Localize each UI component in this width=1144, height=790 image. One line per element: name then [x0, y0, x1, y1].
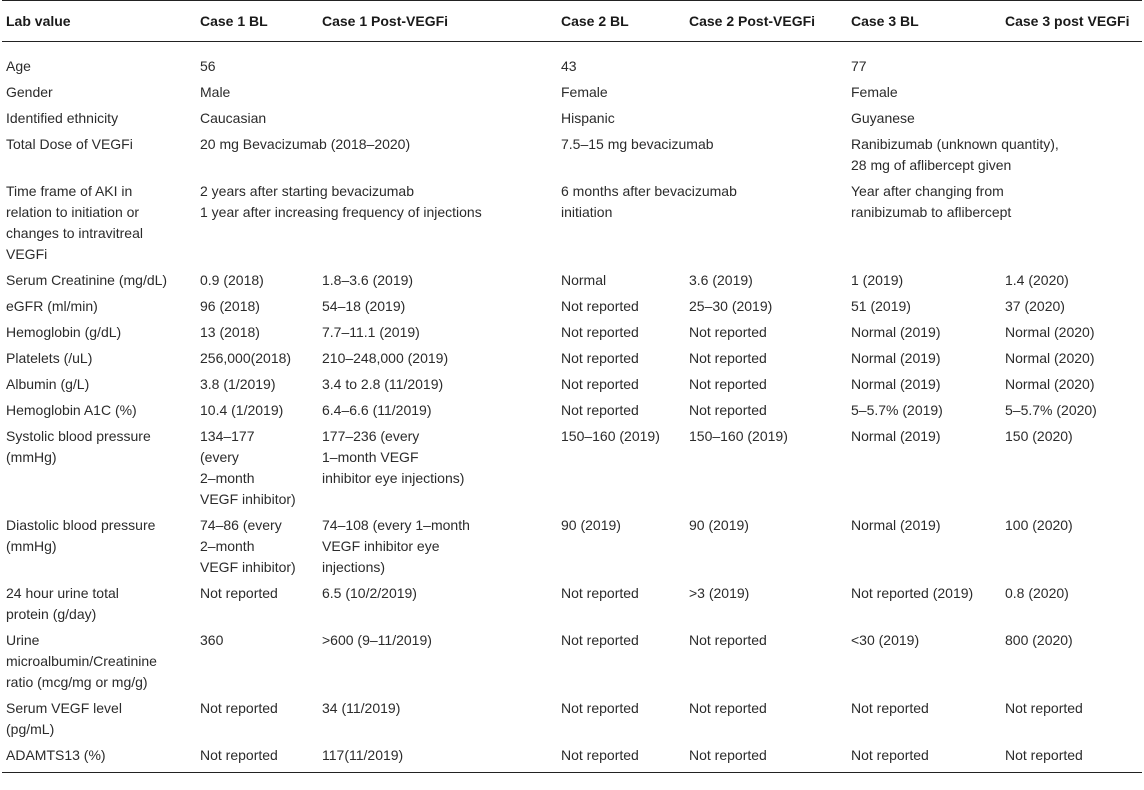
table-row: [2, 293, 1142, 319]
cell-case2-bl: Female: [561, 84, 608, 100]
table-row: [2, 105, 1142, 131]
cell-case1-post: 210–248,000 (2019): [322, 350, 449, 366]
cell-case1-post: 6.4–6.6 (11/2019): [322, 402, 432, 418]
cell-case1-post: [318, 79, 557, 105]
row-label: Hemoglobin (g/dL): [6, 324, 122, 340]
cell-case2-post: 90 (2019): [689, 517, 749, 533]
cell-case1-bl: 134–177 (every 2–month VEGF inhibitor): [200, 428, 296, 507]
cell-case3-post: 1.4 (2020): [1005, 272, 1069, 288]
header-case2-bl: Case 2 BL: [557, 1, 685, 42]
table-row: [2, 742, 1142, 773]
cell-case1-post: 177–236 (every 1–month VEGF inhibitor eye injections): [322, 428, 465, 486]
cell-case3-post: 800 (2020): [1005, 632, 1073, 648]
cell-case1-post: 1.8–3.6 (2019): [322, 272, 414, 288]
cell-case2-bl: Not reported: [561, 376, 639, 392]
cell-case2-post: [685, 105, 847, 131]
header-case1-bl: Case 1 BL: [196, 1, 318, 42]
cell-case2-bl: Not reported: [561, 350, 639, 366]
table-row: [2, 580, 1142, 627]
row-label: Platelets (/uL): [6, 350, 93, 366]
cell-case3-post: [1001, 105, 1142, 131]
cell-case2-post: [685, 42, 847, 80]
cell-case1-post: [318, 105, 557, 131]
cell-case2-post: 3.6 (2019): [689, 272, 753, 288]
row-label: Diastolic blood pressure (mmHg): [6, 517, 156, 554]
cell-case2-bl: Hispanic: [561, 110, 615, 126]
row-label: Systolic blood pressure (mmHg): [6, 428, 151, 465]
cell-case1-post: 3.4 to 2.8 (11/2019): [322, 376, 444, 392]
table-row: [2, 267, 1142, 293]
cell-case3-post: [1001, 42, 1142, 80]
cell-case3-bl: 1 (2019): [851, 272, 904, 288]
cell-case1-post: 74–108 (every 1–month VEGF inhibitor eye injections): [322, 517, 470, 575]
cell-case3-bl: Not reported (2019): [851, 585, 974, 601]
table-row: [2, 695, 1142, 742]
row-label: Gender: [6, 84, 53, 100]
cell-case2-bl: Not reported: [561, 324, 639, 340]
cell-case1-bl: Not reported: [200, 700, 278, 716]
header-lab-value: Lab value: [2, 1, 196, 42]
cell-case3-bl: Not reported: [851, 700, 929, 716]
cell-case1-bl: Not reported: [200, 585, 278, 601]
cell-case2-bl: 90 (2019): [561, 517, 621, 533]
table-row: [2, 178, 1142, 267]
cell-case3-bl: 51 (2019): [851, 298, 911, 314]
cell-case2-bl: Normal: [561, 272, 607, 288]
cell-case3-bl: Normal (2019): [851, 376, 941, 392]
cell-case2-bl: Not reported: [557, 742, 685, 773]
cell-case3-bl: Not reported: [847, 742, 1001, 773]
cell-case1-bl: Caucasian: [200, 110, 267, 126]
row-label: Total Dose of VEGFi: [6, 136, 133, 152]
cell-case1-post: 7.7–11.1 (2019): [322, 324, 420, 340]
table-row: [2, 42, 1142, 80]
cell-case1-bl: 74–86 (every 2–month VEGF inhibitor): [200, 517, 296, 575]
cell-case3-post: Normal (2020): [1005, 376, 1095, 392]
cell-case3-span: Year after changing from ranibizumab to aflibercept: [851, 183, 1012, 220]
cell-case3-post: 100 (2020): [1005, 517, 1073, 533]
row-label: Urine microalbumin/Creatinine ratio (mcg/mg or mg/g): [6, 632, 157, 690]
cell-case2-bl: Not reported: [561, 402, 639, 418]
cell-case3-bl: Normal (2019): [851, 428, 941, 444]
cell-case1-bl: 360: [200, 632, 224, 648]
cell-case1-bl: 256,000(2018): [200, 350, 292, 366]
row-label: 24 hour urine total protein (g/day): [6, 585, 119, 622]
cell-case1-post: 34 (11/2019): [322, 700, 401, 716]
cell-case3-post: 0.8 (2020): [1005, 585, 1069, 601]
cell-case3-bl: 77: [851, 58, 867, 74]
header-row: [2, 1, 1142, 42]
lab-values-table: [2, 0, 1142, 773]
cell-case3-post: 5–5.7% (2020): [1005, 402, 1097, 418]
row-label: Identified ethnicity: [6, 110, 119, 126]
row-label: Albumin (g/L): [6, 376, 90, 392]
cell-case2-post: Not reported: [689, 350, 767, 366]
cell-case2-span: 7.5–15 mg bevacizumab: [561, 136, 714, 152]
row-label: Time frame of AKI in relation to initiation or changes to intravitreal VEGFi: [6, 183, 143, 262]
table-body: [2, 42, 1142, 773]
cell-case2-post: >3 (2019): [689, 585, 750, 601]
cell-case2-bl: Not reported: [561, 700, 639, 716]
cell-case2-bl: Not reported: [561, 632, 639, 648]
cell-case3-post: Not reported: [1005, 700, 1083, 716]
row-label: Serum VEGF level (pg/mL): [6, 700, 122, 737]
table-row: [2, 397, 1142, 423]
row-label: ADAMTS13 (%): [2, 742, 196, 773]
cell-case1-bl: 96 (2018): [200, 298, 260, 314]
cell-case1-post: 54–18 (2019): [322, 298, 406, 314]
table-row: [2, 131, 1142, 178]
cell-case3-bl: 5–5.7% (2019): [851, 402, 943, 418]
cell-case3-post: 150 (2020): [1005, 428, 1073, 444]
table-row: [2, 345, 1142, 371]
row-label: eGFR (ml/min): [6, 298, 98, 314]
header-case2-post: Case 2 Post-VEGFi: [685, 1, 847, 42]
header-case1-post: Case 1 Post-VEGFi: [318, 1, 557, 42]
cell-case1-post: 6.5 (10/2/2019): [322, 585, 417, 601]
cell-case2-post: Not reported: [689, 376, 767, 392]
cell-case3-bl: Normal (2019): [851, 350, 941, 366]
cell-case2-post: Not reported: [689, 700, 767, 716]
row-label: Age: [6, 58, 31, 74]
table-row: [2, 371, 1142, 397]
cell-case1-bl: Male: [200, 84, 231, 100]
cell-case3-bl: Female: [851, 84, 898, 100]
cell-case2-post: 150–160 (2019): [689, 428, 788, 444]
cell-case1-bl: 13 (2018): [200, 324, 260, 340]
cell-case3-span: Ranibizumab (unknown quantity), 28 mg of aflibercept given: [851, 136, 1059, 173]
cell-case3-bl: Normal (2019): [851, 324, 941, 340]
cell-case3-post: Normal (2020): [1005, 324, 1095, 340]
cell-case2-post: [685, 79, 847, 105]
cell-case3-bl: Normal (2019): [851, 517, 941, 533]
cell-case1-post: 117(11/2019): [318, 742, 557, 773]
cell-case1-bl: Not reported: [196, 742, 318, 773]
cell-case2-post: Not reported: [689, 632, 767, 648]
table-header: [2, 1, 1142, 42]
cell-case2-post: 25–30 (2019): [689, 298, 773, 314]
cell-case2-bl: Not reported: [561, 298, 639, 314]
cell-case3-bl: Guyanese: [851, 110, 915, 126]
cell-case2-post: Not reported: [689, 402, 767, 418]
cell-case1-span: 2 years after starting bevacizumab 1 year after increasing frequency of injections: [200, 183, 482, 220]
header-case3-bl: Case 3 BL: [847, 1, 1001, 42]
cell-case2-bl: 150–160 (2019): [561, 428, 660, 444]
cell-case3-post: 37 (2020): [1005, 298, 1065, 314]
table-row: [2, 423, 1142, 512]
table-row: [2, 79, 1142, 105]
header-case3-post: Case 3 post VEGFi: [1001, 1, 1142, 42]
cell-case1-bl: 10.4 (1/2019): [200, 402, 284, 418]
cell-case2-bl: 43: [561, 58, 577, 74]
cell-case1-post: >600 (9–11/2019): [322, 632, 432, 648]
row-label: Serum Creatinine (mg/dL): [6, 272, 168, 288]
table-row: [2, 319, 1142, 345]
cell-case3-post: Normal (2020): [1005, 350, 1095, 366]
cell-case1-bl: 0.9 (2018): [200, 272, 264, 288]
cell-case1-bl: 3.8 (1/2019): [200, 376, 276, 392]
cell-case1-span: 20 mg Bevacizumab (2018–2020): [200, 136, 411, 152]
table-row: [2, 512, 1142, 580]
row-label: Hemoglobin A1C (%): [6, 402, 137, 418]
cell-case3-post: Not reported: [1001, 742, 1142, 773]
cell-case2-span: 6 months after bevacizumab initiation: [561, 183, 737, 220]
cell-case3-bl: <30 (2019): [851, 632, 920, 648]
cell-case1-post: [318, 42, 557, 80]
cell-case2-post: Not reported: [685, 742, 847, 773]
table-row: [2, 627, 1142, 695]
cell-case2-bl: Not reported: [561, 585, 639, 601]
cell-case3-post: [1001, 79, 1142, 105]
cell-case1-bl: 56: [200, 58, 216, 74]
cell-case2-post: Not reported: [689, 324, 767, 340]
